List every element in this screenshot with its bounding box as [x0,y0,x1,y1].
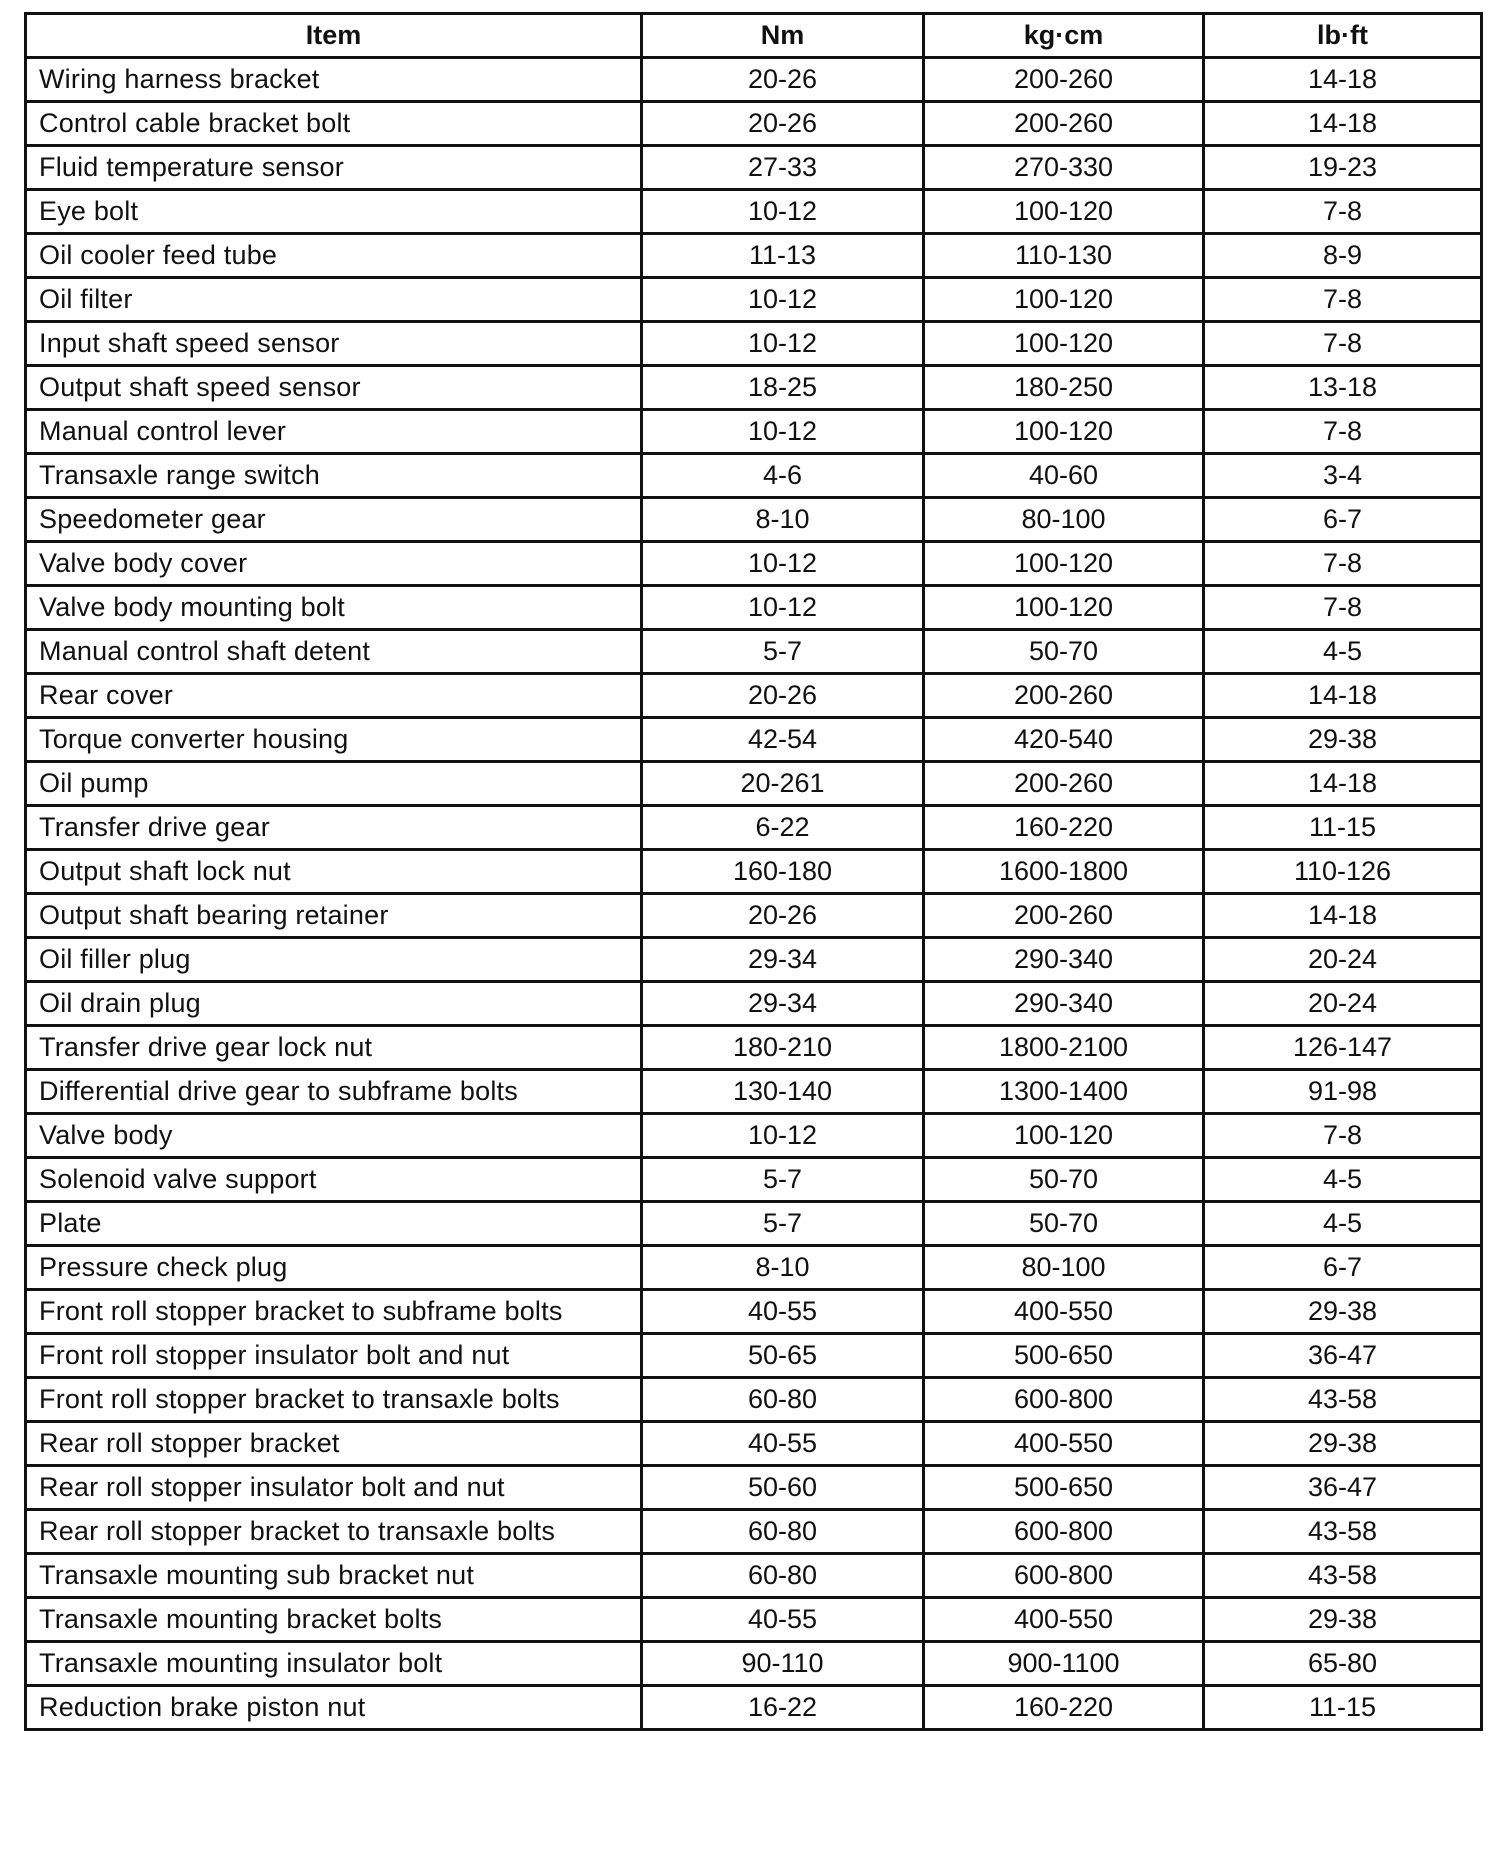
table-row [26,894,1482,938]
cell-kgcm: 1800-2100 [924,1026,1204,1070]
cell-kgcm: 200-260 [924,674,1204,718]
cell-item: Manual control shaft detent [26,630,642,674]
cell-nm: 11-13 [642,234,924,278]
cell-item: Transaxle mounting bracket bolts [26,1598,642,1642]
cell-item: Speedometer gear [26,498,642,542]
cell-kgcm: 400-550 [924,1290,1204,1334]
table-row [26,630,1482,674]
cell-kgcm: 500-650 [924,1334,1204,1378]
cell-item: Front roll stopper bracket to subframe bolts [26,1290,642,1334]
table-row [26,1422,1482,1466]
cell-nm: 16-22 [642,1686,924,1730]
cell-lbft: 7-8 [1204,278,1482,322]
table-row [26,1378,1482,1422]
table-body [26,58,1482,1730]
table-row [26,586,1482,630]
cell-kgcm: 100-120 [924,586,1204,630]
cell-nm: 60-80 [642,1554,924,1598]
cell-nm: 5-7 [642,1158,924,1202]
cell-nm: 20-26 [642,894,924,938]
cell-kgcm: 600-800 [924,1378,1204,1422]
cell-item: Transaxle range switch [26,454,642,498]
cell-lbft: 29-38 [1204,1290,1482,1334]
cell-item: Input shaft speed sensor [26,322,642,366]
cell-nm: 50-60 [642,1466,924,1510]
cell-kgcm: 100-120 [924,410,1204,454]
cell-nm: 42-54 [642,718,924,762]
cell-kgcm: 160-220 [924,806,1204,850]
cell-kgcm: 180-250 [924,366,1204,410]
cell-kgcm: 80-100 [924,498,1204,542]
cell-lbft: 36-47 [1204,1466,1482,1510]
cell-item: Rear roll stopper bracket to transaxle bolts [26,1510,642,1554]
cell-item: Rear roll stopper bracket [26,1422,642,1466]
cell-item: Solenoid valve support [26,1158,642,1202]
cell-item: Oil pump [26,762,642,806]
table-row [26,674,1482,718]
cell-nm: 18-25 [642,366,924,410]
table-row [26,498,1482,542]
cell-kgcm: 50-70 [924,1202,1204,1246]
cell-item: Control cable bracket bolt [26,102,642,146]
cell-lbft: 7-8 [1204,586,1482,630]
table-row [26,1026,1482,1070]
cell-nm: 160-180 [642,850,924,894]
table-row [26,410,1482,454]
cell-kgcm: 100-120 [924,322,1204,366]
cell-nm: 10-12 [642,586,924,630]
table-row [26,146,1482,190]
cell-item: Transaxle mounting insulator bolt [26,1642,642,1686]
cell-kgcm: 40-60 [924,454,1204,498]
cell-nm: 40-55 [642,1290,924,1334]
cell-lbft: 29-38 [1204,1422,1482,1466]
cell-item: Valve body [26,1114,642,1158]
cell-lbft: 7-8 [1204,190,1482,234]
header-row [26,14,1482,58]
cell-kgcm: 200-260 [924,58,1204,102]
header-item: Item [26,14,642,58]
table-row [26,1246,1482,1290]
table-row [26,718,1482,762]
cell-item: Output shaft bearing retainer [26,894,642,938]
cell-nm: 4-6 [642,454,924,498]
cell-item: Oil filter [26,278,642,322]
table-row [26,234,1482,278]
table-row [26,1466,1482,1510]
cell-kgcm: 400-550 [924,1422,1204,1466]
table-row [26,1070,1482,1114]
cell-item: Torque converter housing [26,718,642,762]
table-header [26,14,1482,58]
table-row [26,1334,1482,1378]
cell-nm: 60-80 [642,1378,924,1422]
cell-nm: 10-12 [642,190,924,234]
cell-item: Oil drain plug [26,982,642,1026]
table-row [26,278,1482,322]
cell-nm: 5-7 [642,630,924,674]
cell-lbft: 14-18 [1204,762,1482,806]
cell-kgcm: 420-540 [924,718,1204,762]
cell-nm: 10-12 [642,542,924,586]
cell-item: Valve body cover [26,542,642,586]
cell-kgcm: 270-330 [924,146,1204,190]
cell-kgcm: 400-550 [924,1598,1204,1642]
table-row [26,1202,1482,1246]
cell-lbft: 14-18 [1204,674,1482,718]
cell-lbft: 3-4 [1204,454,1482,498]
table-row [26,1114,1482,1158]
cell-lbft: 19-23 [1204,146,1482,190]
cell-item: Transfer drive gear lock nut [26,1026,642,1070]
cell-item: Rear cover [26,674,642,718]
table-row [26,1158,1482,1202]
cell-kgcm: 110-130 [924,234,1204,278]
cell-lbft: 7-8 [1204,410,1482,454]
cell-lbft: 11-15 [1204,1686,1482,1730]
table-row [26,1554,1482,1598]
cell-lbft: 20-24 [1204,982,1482,1026]
cell-item: Oil filler plug [26,938,642,982]
cell-nm: 20-26 [642,674,924,718]
cell-item: Differential drive gear to subframe bolts [26,1070,642,1114]
table-row [26,850,1482,894]
cell-kgcm: 50-70 [924,1158,1204,1202]
cell-lbft: 7-8 [1204,1114,1482,1158]
cell-kgcm: 200-260 [924,894,1204,938]
table-row [26,806,1482,850]
cell-lbft: 11-15 [1204,806,1482,850]
cell-lbft: 43-58 [1204,1554,1482,1598]
cell-kgcm: 500-650 [924,1466,1204,1510]
cell-kgcm: 80-100 [924,1246,1204,1290]
cell-lbft: 6-7 [1204,1246,1482,1290]
cell-kgcm: 100-120 [924,190,1204,234]
torque-spec-table [24,12,1483,1731]
cell-kgcm: 900-1100 [924,1642,1204,1686]
cell-item: Output shaft speed sensor [26,366,642,410]
cell-nm: 10-12 [642,410,924,454]
table-row [26,982,1482,1026]
cell-lbft: 29-38 [1204,718,1482,762]
cell-nm: 29-34 [642,982,924,1026]
table-row [26,58,1482,102]
header-nm: Nm [642,14,924,58]
cell-item: Eye bolt [26,190,642,234]
cell-nm: 8-10 [642,1246,924,1290]
cell-item: Rear roll stopper insulator bolt and nut [26,1466,642,1510]
cell-nm: 29-34 [642,938,924,982]
table-row [26,102,1482,146]
cell-lbft: 110-126 [1204,850,1482,894]
table-row [26,938,1482,982]
table-row [26,1598,1482,1642]
cell-item: Wiring harness bracket [26,58,642,102]
cell-nm: 40-55 [642,1598,924,1642]
cell-lbft: 7-8 [1204,542,1482,586]
cell-lbft: 4-5 [1204,1158,1482,1202]
table-row [26,542,1482,586]
cell-kgcm: 290-340 [924,938,1204,982]
cell-item: Plate [26,1202,642,1246]
cell-lbft: 20-24 [1204,938,1482,982]
cell-nm: 20-261 [642,762,924,806]
cell-item: Valve body mounting bolt [26,586,642,630]
cell-kgcm: 200-260 [924,102,1204,146]
cell-lbft: 43-58 [1204,1378,1482,1422]
cell-kgcm: 160-220 [924,1686,1204,1730]
cell-lbft: 43-58 [1204,1510,1482,1554]
cell-nm: 130-140 [642,1070,924,1114]
cell-nm: 5-7 [642,1202,924,1246]
cell-lbft: 13-18 [1204,366,1482,410]
cell-kgcm: 100-120 [924,542,1204,586]
cell-lbft: 14-18 [1204,102,1482,146]
cell-lbft: 65-80 [1204,1642,1482,1686]
cell-lbft: 14-18 [1204,894,1482,938]
cell-nm: 20-26 [642,102,924,146]
cell-item: Front roll stopper bracket to transaxle bolts [26,1378,642,1422]
cell-lbft: 91-98 [1204,1070,1482,1114]
cell-nm: 90-110 [642,1642,924,1686]
table-row [26,1686,1482,1730]
cell-kgcm: 1300-1400 [924,1070,1204,1114]
cell-item: Oil cooler feed tube [26,234,642,278]
header-lbft: lb·ft [1204,14,1482,58]
cell-nm: 50-65 [642,1334,924,1378]
cell-lbft: 126-147 [1204,1026,1482,1070]
cell-kgcm: 50-70 [924,630,1204,674]
table-row [26,366,1482,410]
cell-nm: 10-12 [642,1114,924,1158]
header-kgcm: kg·cm [924,14,1204,58]
cell-lbft: 4-5 [1204,1202,1482,1246]
table-row [26,1290,1482,1334]
cell-lbft: 7-8 [1204,322,1482,366]
cell-nm: 60-80 [642,1510,924,1554]
cell-kgcm: 100-120 [924,278,1204,322]
table-row [26,762,1482,806]
cell-nm: 20-26 [642,58,924,102]
cell-kgcm: 100-120 [924,1114,1204,1158]
cell-kgcm: 290-340 [924,982,1204,1026]
cell-lbft: 6-7 [1204,498,1482,542]
cell-item: Fluid temperature sensor [26,146,642,190]
table-row [26,1642,1482,1686]
cell-lbft: 36-47 [1204,1334,1482,1378]
cell-kgcm: 200-260 [924,762,1204,806]
table-row [26,190,1482,234]
cell-lbft: 29-38 [1204,1598,1482,1642]
cell-nm: 180-210 [642,1026,924,1070]
cell-kgcm: 600-800 [924,1510,1204,1554]
cell-nm: 8-10 [642,498,924,542]
cell-kgcm: 600-800 [924,1554,1204,1598]
cell-item: Output shaft lock nut [26,850,642,894]
cell-item: Reduction brake piston nut [26,1686,642,1730]
cell-lbft: 8-9 [1204,234,1482,278]
table-row [26,454,1482,498]
cell-item: Front roll stopper insulator bolt and nut [26,1334,642,1378]
cell-nm: 10-12 [642,278,924,322]
cell-item: Manual control lever [26,410,642,454]
cell-nm: 10-12 [642,322,924,366]
cell-item: Pressure check plug [26,1246,642,1290]
cell-nm: 6-22 [642,806,924,850]
cell-kgcm: 1600-1800 [924,850,1204,894]
table-row [26,1510,1482,1554]
table-row [26,322,1482,366]
cell-item: Transfer drive gear [26,806,642,850]
cell-lbft: 14-18 [1204,58,1482,102]
cell-nm: 27-33 [642,146,924,190]
cell-nm: 40-55 [642,1422,924,1466]
cell-item: Transaxle mounting sub bracket nut [26,1554,642,1598]
cell-lbft: 4-5 [1204,630,1482,674]
